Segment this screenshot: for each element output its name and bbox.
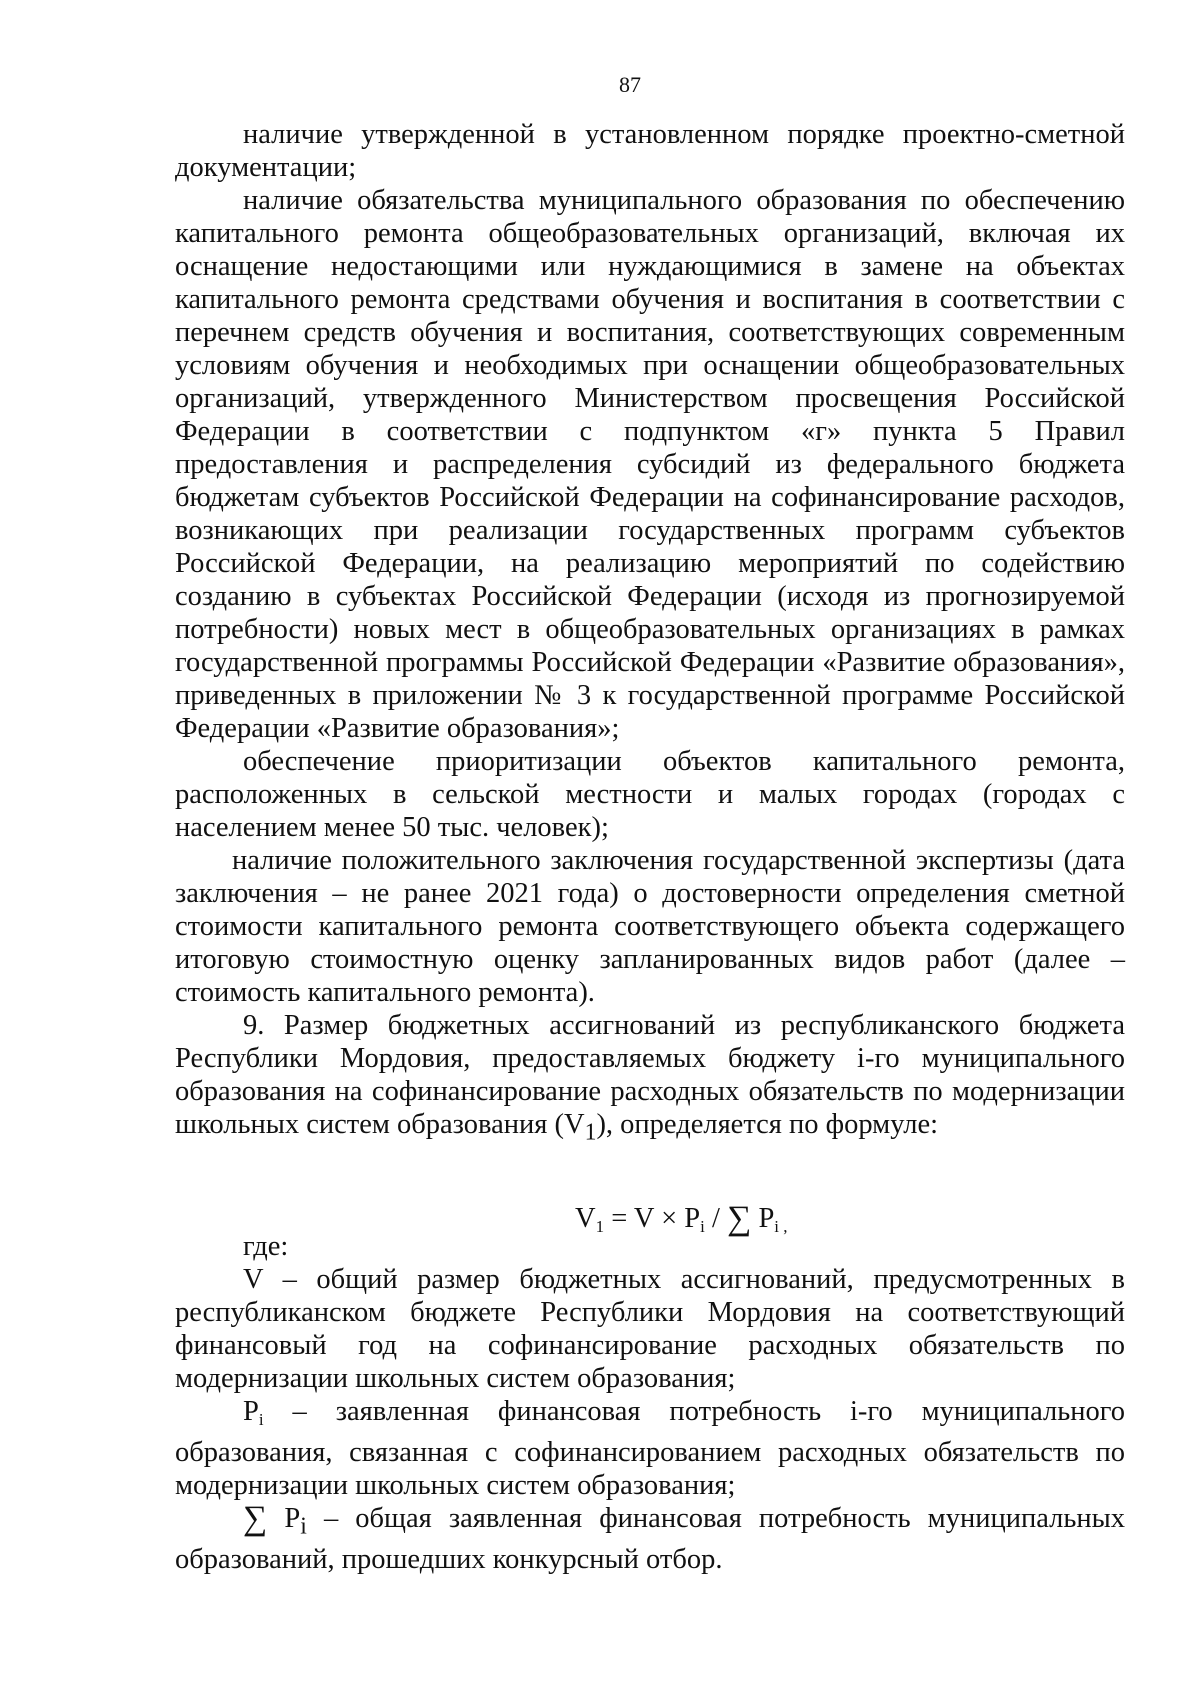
paragraph-budget-size-tail: ), определяется по формуле: [596, 1109, 939, 1140]
formula-slash: / [704, 1202, 728, 1234]
pi-letter: P [243, 1395, 259, 1427]
formula-rhs: P [751, 1202, 775, 1234]
formula-expression [575, 1199, 788, 1243]
sum-p-subscript: i [300, 1513, 307, 1540]
v-subscript: 1 [584, 1119, 597, 1146]
paragraph-state-expertise: наличие положительного заключения государственной экспертизы (дата заключения – не ранее 2021 года) о достоверности определения сметной стоимости капитального ремонта соответствующего объекта содержащего итоговую стоимостную оценку запланированных видов работ (далее – стоимость капитального ремонта). [175, 845, 1125, 1008]
paragraph-municipal-obligation: наличие обязательства муниципального образования по обеспечению капитального ремонта общеобразовательных организаций, включая их оснащение недостающими или нуждающимися в замене на объектах капитального ремонта средствами обучения и воспитания в соответствии с перечнем средств обучения и воспитания, соответствующих современным условиям обучения и необходимых при оснащении общеобразовательных организаций, утвержденного Министерством просвещения Российской Федерации в соответствии с подпунктом «г» пункта 5 Правил предоставления и распределения субсидий из федерального бюджета бюджетам субъектов Российской Федерации на софинансирование расходов, возникающих при реализации государственных программ субъектов Российской Федерации, на реализацию мероприятий по содействию созданию в субъектах Российской Федерации (исходя из прогнозируемой потребности) новых мест в общеобразовательных организациях в рамках государственной программы Российской Федерации «Развитие образования», приведенных в приложении № 3 к государственной программе Российской Федерации «Развитие образования»; [175, 185, 1125, 744]
formula [175, 1150, 1125, 1237]
definition-pi-symbol [243, 1395, 264, 1436]
definition-sum-pi [175, 1499, 1125, 1577]
paragraph-budget-size [175, 1009, 1125, 1150]
page-number: 87 [619, 72, 641, 97]
formula-rhs-sub: i , [774, 1216, 788, 1236]
definition-pi [175, 1395, 1125, 1502]
definition-sum-text: – общая заявленная финансовая потребность муниципальных образований, прошедших конкурсный отбор. [175, 1502, 1125, 1576]
paragraph-design-documentation: наличие утвержденной в установленном порядке проектно-сметной документации; [175, 119, 1125, 183]
sum-p-letter: P [267, 1502, 301, 1534]
document-body [175, 118, 1125, 1576]
formula-lhs: V [575, 1202, 596, 1234]
where-label: где: [243, 1230, 289, 1262]
formula-p-sub: i [700, 1216, 705, 1236]
sum-icon: ∑ [727, 1199, 752, 1237]
definition-v: V – общий размер бюджетных ассигнований, предусмотренных в республиканском бюджете Республики Мордовия на соответствующий финансовый год на софинансирование расходных обязательств по модернизации школьных систем образования; [175, 1263, 1125, 1394]
formula-lhs-sub: 1 [595, 1216, 605, 1236]
paragraph-prioritization: обеспечение приоритизации объектов капитального ремонта, расположенных в сельской местности и малых городах (городах с населением менее 50 тыс. человек); [175, 746, 1125, 843]
formula-eq: = V × P [604, 1202, 701, 1234]
paragraph-budget-size-text: 9. Размер бюджетных ассигнований из республиканского бюджета Республики Мордовия, предоставляемых бюджету i-го муниципального образования на софинансирование расходных обязательств по модернизации школьных систем образования (V [175, 1010, 1125, 1140]
definition-pi-text: – заявленная финансовая потребность i-го муниципального образования, связанная с софинансированием расходных обязательств по модернизации школьных систем образования; [175, 1395, 1125, 1501]
pi-subscript: i [258, 1409, 264, 1429]
sum-icon-definition: ∑ [243, 1499, 268, 1537]
